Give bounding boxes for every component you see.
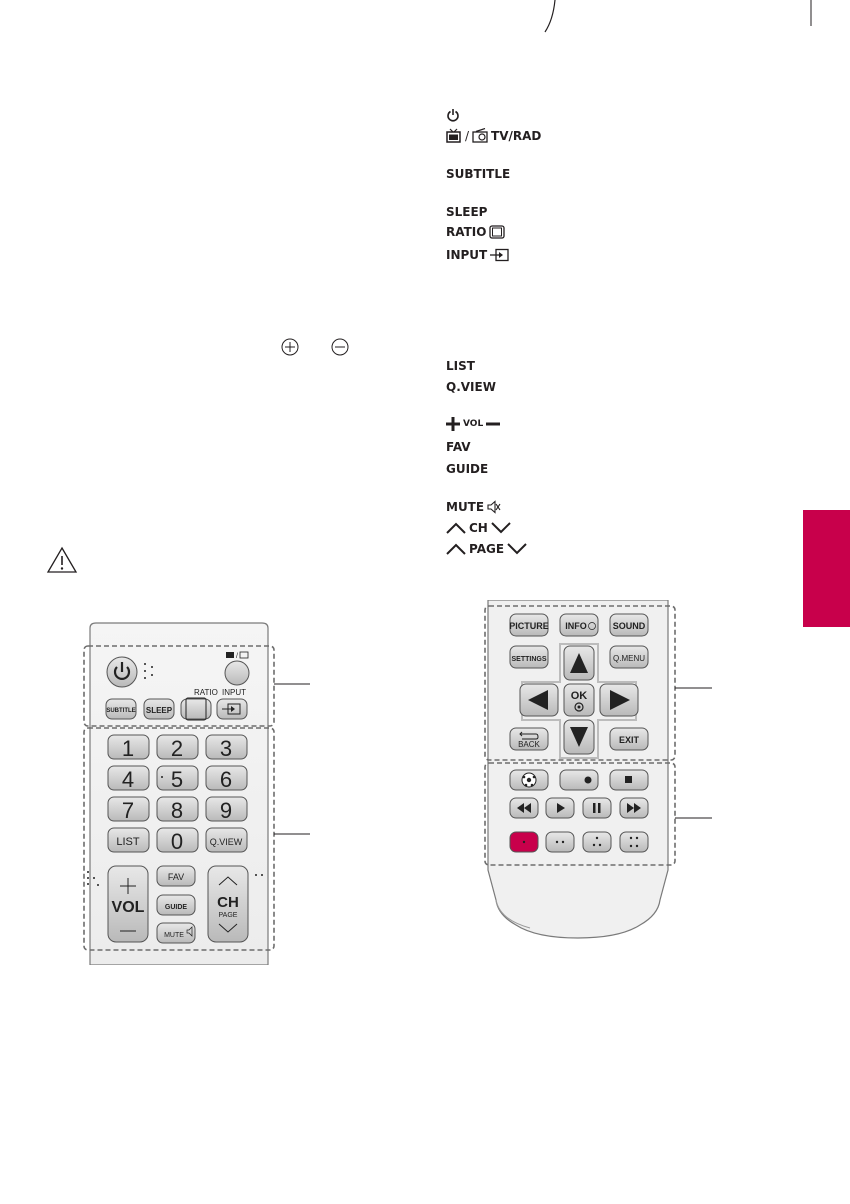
- svg-text:SLEEP: SLEEP: [145, 706, 173, 715]
- back-button[interactable]: [510, 728, 548, 750]
- mute-label: [446, 500, 501, 514]
- remote-right: [480, 600, 740, 945]
- vol-label: [446, 417, 500, 431]
- digit-8-button[interactable]: [157, 797, 198, 823]
- ratio-icon: [489, 225, 505, 239]
- plus-icon: [446, 417, 460, 431]
- chevron-up-icon: [446, 543, 466, 555]
- digit-9-button[interactable]: [206, 797, 247, 823]
- circle-minus-icon: [330, 337, 350, 357]
- svg-text:SOUND: SOUND: [612, 621, 646, 631]
- chevron-down-icon: [491, 522, 511, 534]
- digit-5-button[interactable]: [157, 766, 198, 792]
- left-arrow-button[interactable]: [520, 684, 558, 716]
- svg-text:MUTE: MUTE: [164, 932, 184, 939]
- ok-button[interactable]: [564, 684, 594, 716]
- svg-text:GUIDE: GUIDE: [164, 904, 188, 911]
- svg-text:LIST: LIST: [116, 836, 140, 848]
- svg-text:4: 4: [121, 767, 135, 792]
- svg-text:2: 2: [170, 736, 184, 761]
- fast-forward-button[interactable]: [620, 798, 648, 818]
- stop-button[interactable]: [610, 770, 648, 790]
- qview-button[interactable]: [206, 828, 247, 852]
- ratio-label: [446, 225, 505, 239]
- fav-button[interactable]: [157, 866, 195, 886]
- up-arrow-button[interactable]: [564, 646, 594, 680]
- svg-text:CH: CH: [217, 894, 239, 911]
- vol-text: VOL: [463, 419, 484, 429]
- rewind-button[interactable]: [510, 798, 538, 818]
- sleep-label: SLEEP: [446, 205, 488, 219]
- subtitle-button[interactable]: [106, 699, 136, 719]
- soccer-button[interactable]: [510, 770, 548, 790]
- ratio-button[interactable]: [181, 698, 211, 720]
- volume-rocker[interactable]: [108, 866, 148, 942]
- svg-text:0: 0: [170, 829, 184, 854]
- svg-text:INFO: INFO: [565, 621, 587, 631]
- exit-button[interactable]: [610, 728, 648, 750]
- svg-text:/: /: [236, 653, 238, 660]
- subtitle-label: SUBTITLE: [446, 167, 511, 181]
- list-button[interactable]: [108, 828, 149, 852]
- svg-text:PAGE: PAGE: [218, 912, 238, 919]
- right-arrow-button[interactable]: [600, 684, 638, 716]
- input-label: [446, 248, 510, 262]
- mute-button[interactable]: [157, 923, 195, 943]
- svg-text:VOL: VOL: [111, 899, 145, 916]
- record-button[interactable]: [560, 770, 598, 790]
- chevron-down-icon: [507, 543, 527, 555]
- pause-button[interactable]: [583, 798, 611, 818]
- svg-text:SETTINGS: SETTINGS: [511, 656, 547, 663]
- ch-text: CH: [469, 521, 488, 535]
- ratio-top-label: RATIO: [194, 688, 218, 697]
- channel-rocker[interactable]: [208, 866, 248, 942]
- tv-rad-label: / TV/RAD: [446, 128, 541, 144]
- warning-triangle-icon: [46, 546, 78, 574]
- red-key-button[interactable]: [510, 832, 538, 852]
- page-label: [446, 542, 527, 556]
- fav-label: FAV: [446, 440, 471, 454]
- picture-button[interactable]: [509, 614, 549, 636]
- svg-text:5: 5: [170, 767, 184, 792]
- svg-text:PICTURE: PICTURE: [509, 621, 549, 631]
- sound-button[interactable]: [610, 614, 648, 636]
- input-button[interactable]: [217, 699, 247, 719]
- side-tab: [803, 510, 850, 627]
- play-button[interactable]: [546, 798, 574, 818]
- ratio-text: RATIO: [446, 225, 487, 239]
- digit-2-button[interactable]: [157, 735, 198, 761]
- crop-marks: [0, 0, 850, 40]
- list-label: LIST: [446, 359, 475, 373]
- remote-left: [70, 620, 330, 965]
- digit-7-button[interactable]: [108, 797, 149, 823]
- sleep-button[interactable]: [144, 699, 174, 719]
- qview-label: Q.VIEW: [446, 380, 496, 394]
- svg-text:Q.VIEW: Q.VIEW: [209, 837, 243, 847]
- input-icon: [490, 248, 510, 262]
- mute-text: MUTE: [446, 500, 485, 514]
- svg-text:FAV: FAV: [167, 872, 185, 882]
- svg-text:1: 1: [121, 736, 135, 761]
- ch-label: [446, 521, 511, 535]
- tv-rad-text: TV/RAD: [491, 129, 542, 143]
- mute-icon: [487, 500, 501, 514]
- svg-text:8: 8: [170, 798, 184, 823]
- digit-4-button[interactable]: [108, 766, 149, 792]
- svg-text:9: 9: [219, 798, 233, 823]
- blue-key-button[interactable]: [620, 832, 648, 852]
- input-text: INPUT: [446, 248, 488, 262]
- digit-6-button[interactable]: [206, 766, 247, 792]
- power-icon: [446, 108, 460, 122]
- svg-text:SUBTITLE: SUBTITLE: [106, 708, 136, 714]
- guide-button[interactable]: [157, 895, 195, 915]
- svg-text:3: 3: [219, 736, 233, 761]
- circle-plus-icon: [280, 337, 300, 357]
- chevron-up-icon: [446, 522, 466, 534]
- digit-3-button[interactable]: [206, 735, 247, 761]
- minus-icon: [486, 417, 500, 431]
- guide-label: GUIDE: [446, 462, 489, 476]
- yellow-key-button[interactable]: [583, 832, 611, 852]
- power-button[interactable]: [107, 657, 137, 687]
- digit-1-button[interactable]: [108, 735, 149, 761]
- svg-text:7: 7: [121, 798, 135, 823]
- digit-0-button[interactable]: [157, 828, 198, 854]
- tv-icon: [446, 128, 462, 144]
- page-text: PAGE: [469, 542, 505, 556]
- svg-text:OK: OK: [570, 690, 588, 702]
- settings-button[interactable]: [510, 646, 548, 668]
- qmenu-button[interactable]: [610, 646, 648, 668]
- svg-text:6: 6: [219, 767, 233, 792]
- svg-text:EXIT: EXIT: [618, 735, 640, 745]
- down-arrow-button[interactable]: [564, 720, 594, 754]
- green-key-button[interactable]: [546, 832, 574, 852]
- input-top-label: INPUT: [222, 688, 246, 697]
- svg-text:BACK: BACK: [518, 740, 540, 749]
- svg-text:Q.MENU: Q.MENU: [613, 654, 645, 663]
- radio-icon: [472, 128, 488, 144]
- info-button[interactable]: [560, 614, 598, 636]
